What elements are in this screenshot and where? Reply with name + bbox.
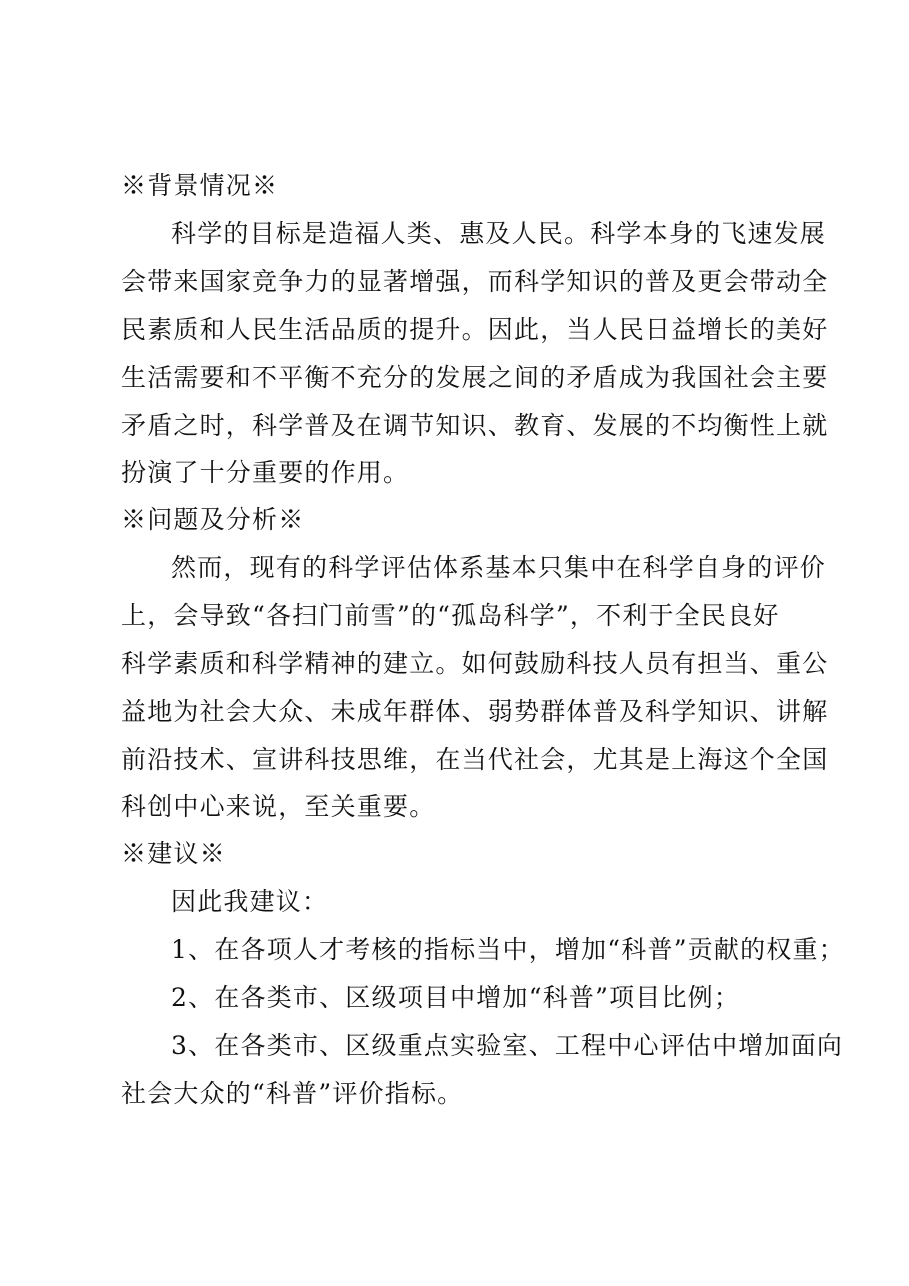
paragraph-line: 科学素质和科学精神的建立。如何鼓励科技人员有担当、重公	[121, 649, 829, 678]
section-heading-background: ※背景情况※	[121, 171, 279, 200]
paragraph-line: 扮演了十分重要的作用。	[121, 458, 410, 487]
section-heading-problem-analysis: ※问题及分析※	[121, 505, 305, 534]
paragraph-line: 科创中心来说，至关重要。	[121, 792, 436, 821]
paragraph-line: 民素质和人民生活品质的提升。因此，当人民日益增长的美好	[121, 315, 829, 344]
section-heading-suggestions: ※建议※	[121, 839, 226, 868]
paragraph-line: 益地为社会大众、未成年群体、弱势群体普及科学知识、讲解	[121, 697, 829, 726]
paragraph-line: 前沿技术、宣讲科技思维，在当代社会，尤其是上海这个全国	[121, 745, 829, 774]
paragraph-line: 因此我建议：	[171, 887, 329, 916]
suggestion-item-1: 1、在各项人才考核的指标当中，增加“科普”贡献的权重；	[171, 935, 845, 964]
paragraph-line: 社会大众的“科普”评价指标。	[121, 1079, 464, 1108]
paragraph-line: 生活需要和不平衡不充分的发展之间的矛盾成为我国社会主要	[121, 363, 829, 392]
paragraph-line: 矛盾之时，科学普及在调节知识、教育、发展的不均衡性上就	[121, 411, 829, 440]
paragraph-line: 会带来国家竞争力的显著增强，而科学知识的普及更会带动全	[121, 267, 829, 296]
paragraph-line: 然而，现有的科学评估体系基本只集中在科学自身的评价	[171, 553, 827, 582]
suggestion-item-3: 3、在各类市、区级重点实验室、工程中心评估中增加面向	[171, 1031, 844, 1060]
paragraph-line: 上，会导致“各扫门前雪”的“孤岛科学”，不利于全民良好	[121, 601, 780, 630]
paragraph-line: 科学的目标是造福人类、惠及人民。科学本身的飞速发展	[171, 219, 827, 248]
suggestion-item-2: 2、在各类市、区级项目中增加“科普”项目比例；	[171, 983, 741, 1012]
